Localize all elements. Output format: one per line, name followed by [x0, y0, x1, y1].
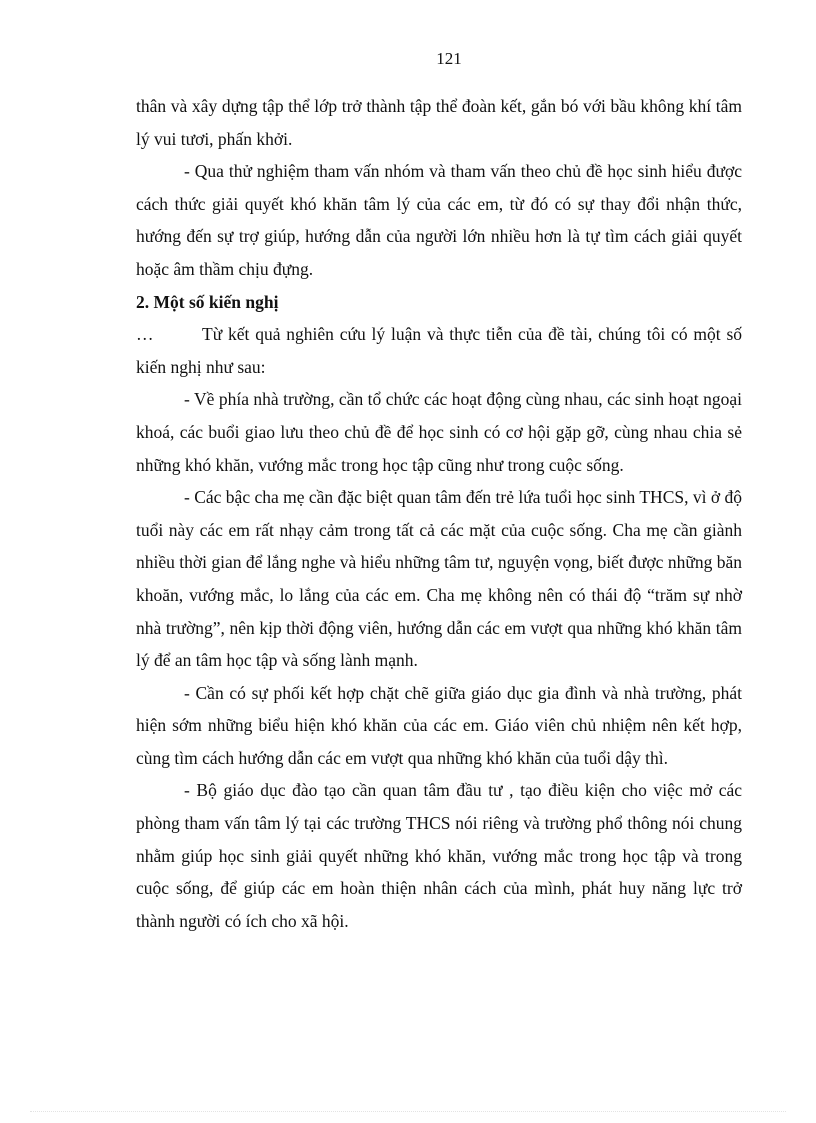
section-heading: 2. Một số kiến nghị	[136, 291, 279, 312]
recommendation-parents: - Các bậc cha mẹ cần đặc biệt quan tâm đến trẻ lứa tuổi học sinh THCS, vì ở độ tuổi này các em rất nhạy cảm trong tất cả các mặt của cuộc sống. Cha mẹ cần giành nhiều thời gian để lắng nghe và hiểu những tâm tư, nguyện vọng, biết được những băn khoăn, vướng mắc, lo lắng của các em. Cha mẹ không nên có thái độ “trăm sự nhờ nhà trường”, nên kịp thời động viên, hướng dẫn các em vượt qua những khó khăn tâm lý để an tâm học tập và sống lành mạnh.	[136, 487, 742, 671]
intro-text: Từ kết quả nghiên cứu lý luận và thực tiễn của đề tài, chúng tôi có một số kiến nghị như sau:	[136, 324, 742, 377]
recommendation-ministry: - Bộ giáo dục đào tạo cần quan tâm đầu tư , tạo điều kiện cho việc mở các phòng tham vấn tâm lý tại các trường THCS nói riêng và trường phổ thông nói chung nhằm giúp học sinh giải quyết những khó khăn, vướng mắc trong học tập và trong cuộc sống, để giúp các em hoàn thiện nhân cách của mình, phát huy năng lực trở thành người có ích cho xã hội.	[136, 780, 742, 931]
paragraph-trial-result: - Qua thử nghiệm tham vấn nhóm và tham vấn theo chủ đề học sinh hiểu được cách thức giải quyết khó khăn tâm lý của các em, từ đó có sự thay đổi nhận thức, hướng đến sự trợ giúp, hướng dẫn của người lớn nhiều hơn là tự tìm cách giải quyết hoặc âm thầm chịu đựng.	[136, 161, 742, 279]
intro-ellipsis: …	[136, 324, 154, 345]
paragraph-continuation: thân và xây dựng tập thể lớp trở thành tập thể đoàn kết, gắn bó với bầu không khí tâm lý vui tươi, phấn khởi.	[136, 96, 742, 149]
page-number: 121	[436, 49, 462, 68]
recommendations-intro	[136, 318, 742, 383]
page-content	[136, 90, 742, 937]
recommendation-school: - Về phía nhà trường, cần tổ chức các hoạt động cùng nhau, các sinh hoạt ngoại khoá, các buổi giao lưu theo chủ đề để học sinh có cơ hội gặp gỡ, cùng nhau chia sẻ những khó khăn, vướng mắc trong học tập cũng như trong cuộc sống.	[136, 389, 742, 475]
recommendation-cooperation: - Cần có sự phối kết hợp chặt chẽ giữa giáo dục gia đình và nhà trường, phát hiện sớm những biểu hiện khó khăn của các em. Giáo viên chủ nhiệm nên kết hợp, cùng tìm cách hướng dẫn các em vượt qua những khó khăn của tuổi dậy thì.	[136, 682, 742, 768]
page-bottom-divider	[30, 1111, 786, 1112]
